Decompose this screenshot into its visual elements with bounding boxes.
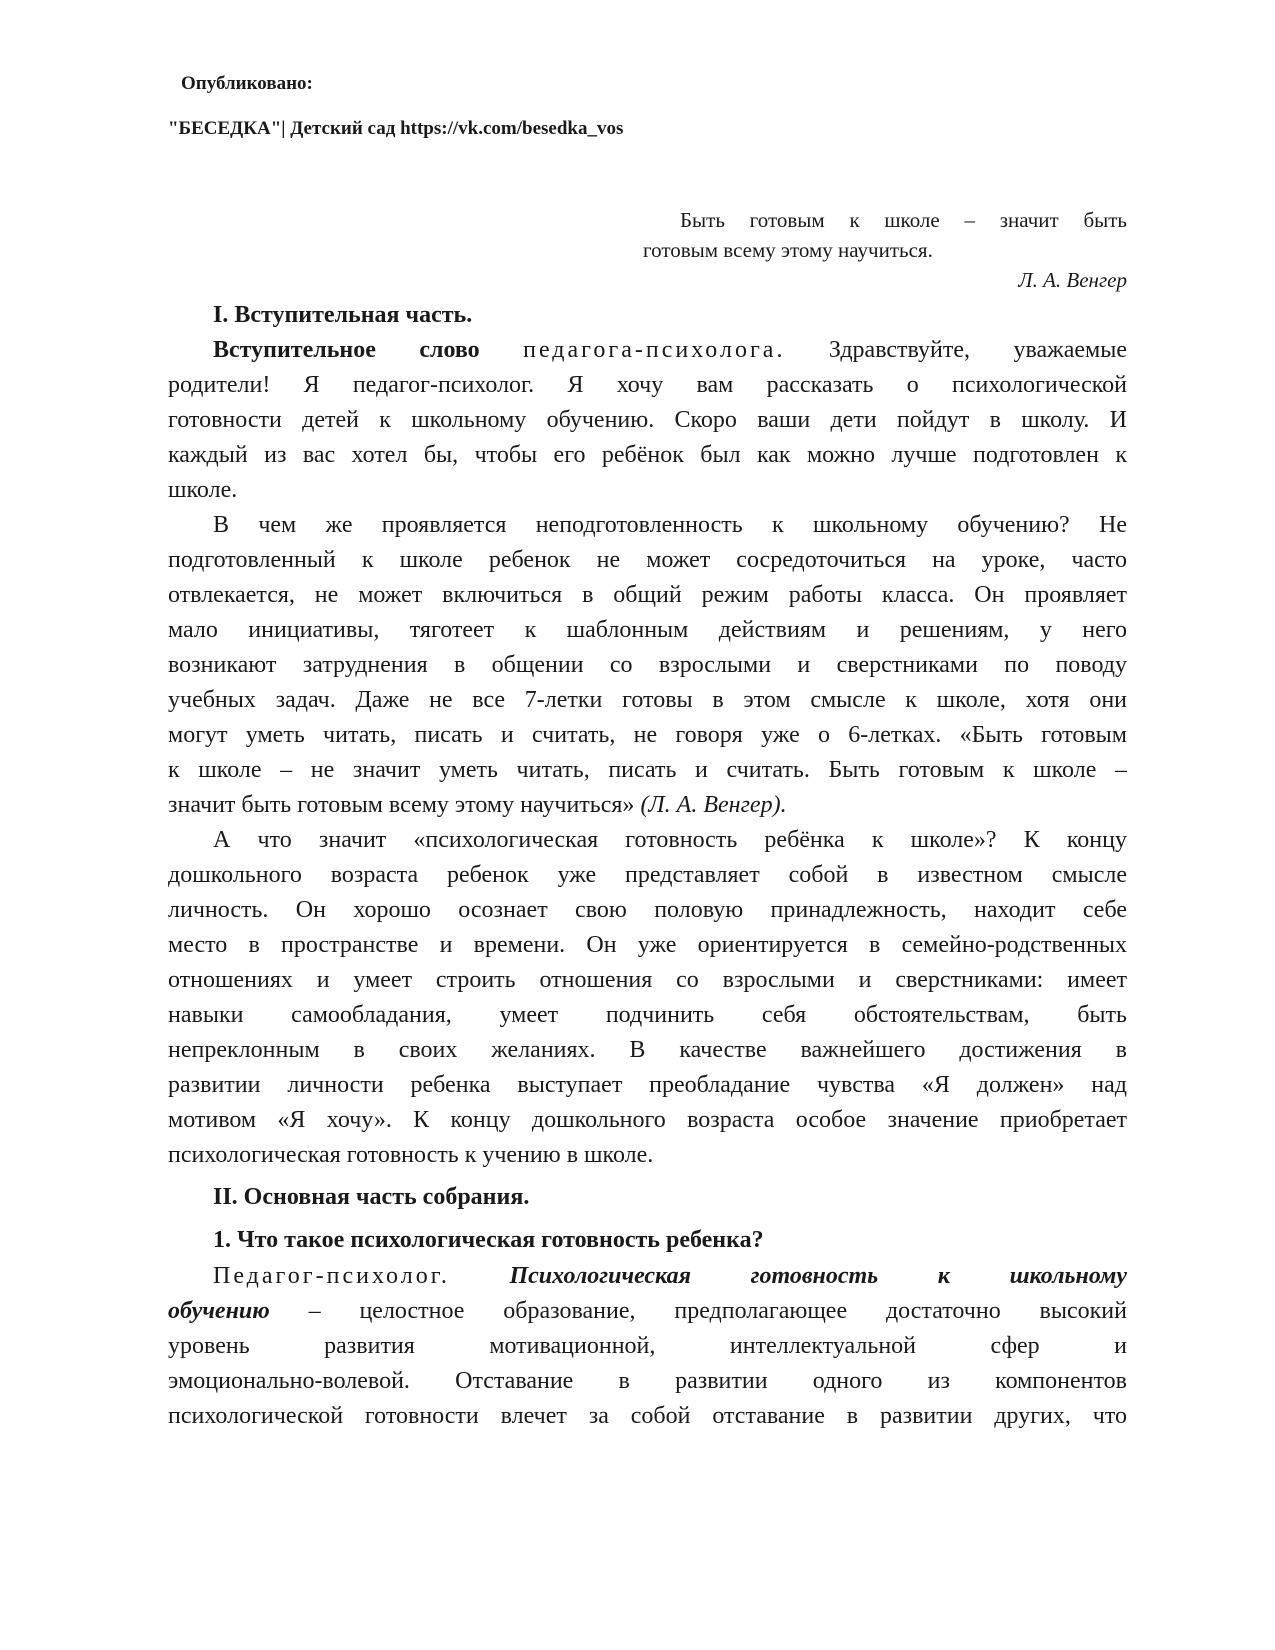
- paragraph-line: мало инициативы, тяготеет к шаблонным действиям и решениям, у него: [168, 617, 1127, 643]
- paragraph-line: уровень развития мотивационной, интеллектуальной сфер и: [168, 1333, 1127, 1359]
- paragraph-line: психологическая готовность к учению в школе.: [168, 1142, 654, 1168]
- text: – целостное образование, предполагающее достаточно высокий: [308, 1298, 1127, 1324]
- paragraph-line: к школе – не значит уметь читать, писать и считать. Быть готовым к школе –: [168, 757, 1127, 783]
- paragraph-line: место в пространстве и времени. Он уже ориентируется в семейно-родственных: [168, 932, 1127, 958]
- paragraph-line: могут уметь читать, писать и считать, не говоря уже о 6-летках. «Быть готовым: [168, 722, 1127, 748]
- definition-term: Психологическая готовность к школьному: [509, 1263, 1127, 1289]
- paragraph-line: [168, 1259, 1127, 1294]
- section-heading: I. Вступительная часть.: [213, 302, 473, 328]
- paragraph-line: эмоционально-волевой. Отставание в развитии одного из компонентов: [168, 1368, 1127, 1394]
- definition-term: обучению: [168, 1298, 270, 1324]
- speaker-label: Педагог-психолог.: [213, 1263, 450, 1289]
- epigraph-line: Быть готовым к школе – значит быть: [680, 208, 1127, 232]
- paragraph-line: психологической готовности влечет за собой отставание в развитии других, что: [168, 1403, 1127, 1429]
- paragraph-line: учебных задач. Даже не все 7-летки готовы в этом смысле к школе, хотя они: [168, 687, 1127, 713]
- source-line: "БЕСЕДКА"| Детский сад https://vk.com/besedka_vos: [168, 118, 624, 139]
- paragraph-line: В чем же проявляется неподготовленность к школьному обучению? Не: [213, 512, 1127, 538]
- paragraph-line: отвлекается, не может включиться в общий режим работы класса. Он проявляет: [168, 582, 1127, 608]
- epigraph-line: готовым всему этому научиться.: [643, 238, 933, 262]
- paragraph-line: [168, 788, 1127, 823]
- paragraph-line: личность. Он хорошо осознает свою половую принадлежность, находит себе: [168, 897, 1127, 923]
- paragraph-line: родители! Я педагог-психолог. Я хочу вам рассказать о психологической: [168, 372, 1127, 398]
- paragraph-line: школе.: [168, 477, 238, 503]
- paragraph-line: навыки самообладания, умеет подчинить себя обстоятельствам, быть: [168, 1002, 1127, 1028]
- bold-term: Вступительное слово: [213, 337, 480, 363]
- paragraph-line: непреклонным в своих желаниях. В качестве важнейшего достижения в: [168, 1037, 1127, 1063]
- paragraph-line: каждый из вас хотел бы, чтобы его ребёнок был как можно лучше подготовлен к: [168, 442, 1127, 468]
- paragraph-line: А что значит «психологическая готовность ребёнка к школе»? К концу: [213, 827, 1127, 853]
- paragraph-line: отношениях и умеет строить отношения со взрослыми и сверстниками: имеет: [168, 967, 1127, 993]
- paragraph-line: [168, 333, 1127, 368]
- section-heading: II. Основная часть собрания.: [213, 1184, 530, 1210]
- paragraph-line: готовности детей к школьному обучению. Скоро ваши дети пойдут в школу. И: [168, 407, 1127, 433]
- text: значит быть готовым всему этому научиться»: [168, 792, 635, 818]
- paragraph-line: подготовленный к школе ребенок не может сосредоточиться на уроке, часто: [168, 547, 1127, 573]
- paragraph-line: дошкольного возраста ребенок уже представляет собой в известном смысле: [168, 862, 1127, 888]
- paragraph-line: [168, 1294, 1127, 1329]
- document-body: [168, 298, 1127, 1434]
- paragraph-line: возникают затруднения в общении со взрослыми и сверстниками по поводу: [168, 652, 1127, 678]
- epigraph-author: Л. А. Венгер: [1018, 268, 1127, 292]
- published-label: Опубликовано:: [181, 73, 313, 94]
- citation: (Л. А. Венгер).: [640, 792, 787, 818]
- subsection-heading: 1. Что такое психологическая готовность ребенка?: [213, 1227, 764, 1253]
- speaker-label: педагога-психолога.: [523, 337, 786, 363]
- text: Здравствуйте, уважаемые: [828, 337, 1127, 363]
- paragraph-line: мотивом «Я хочу». К концу дошкольного возраста особое значение приобретает: [168, 1107, 1127, 1133]
- paragraph-line: развитии личности ребенка выступает преобладание чувства «Я должен» над: [168, 1072, 1127, 1098]
